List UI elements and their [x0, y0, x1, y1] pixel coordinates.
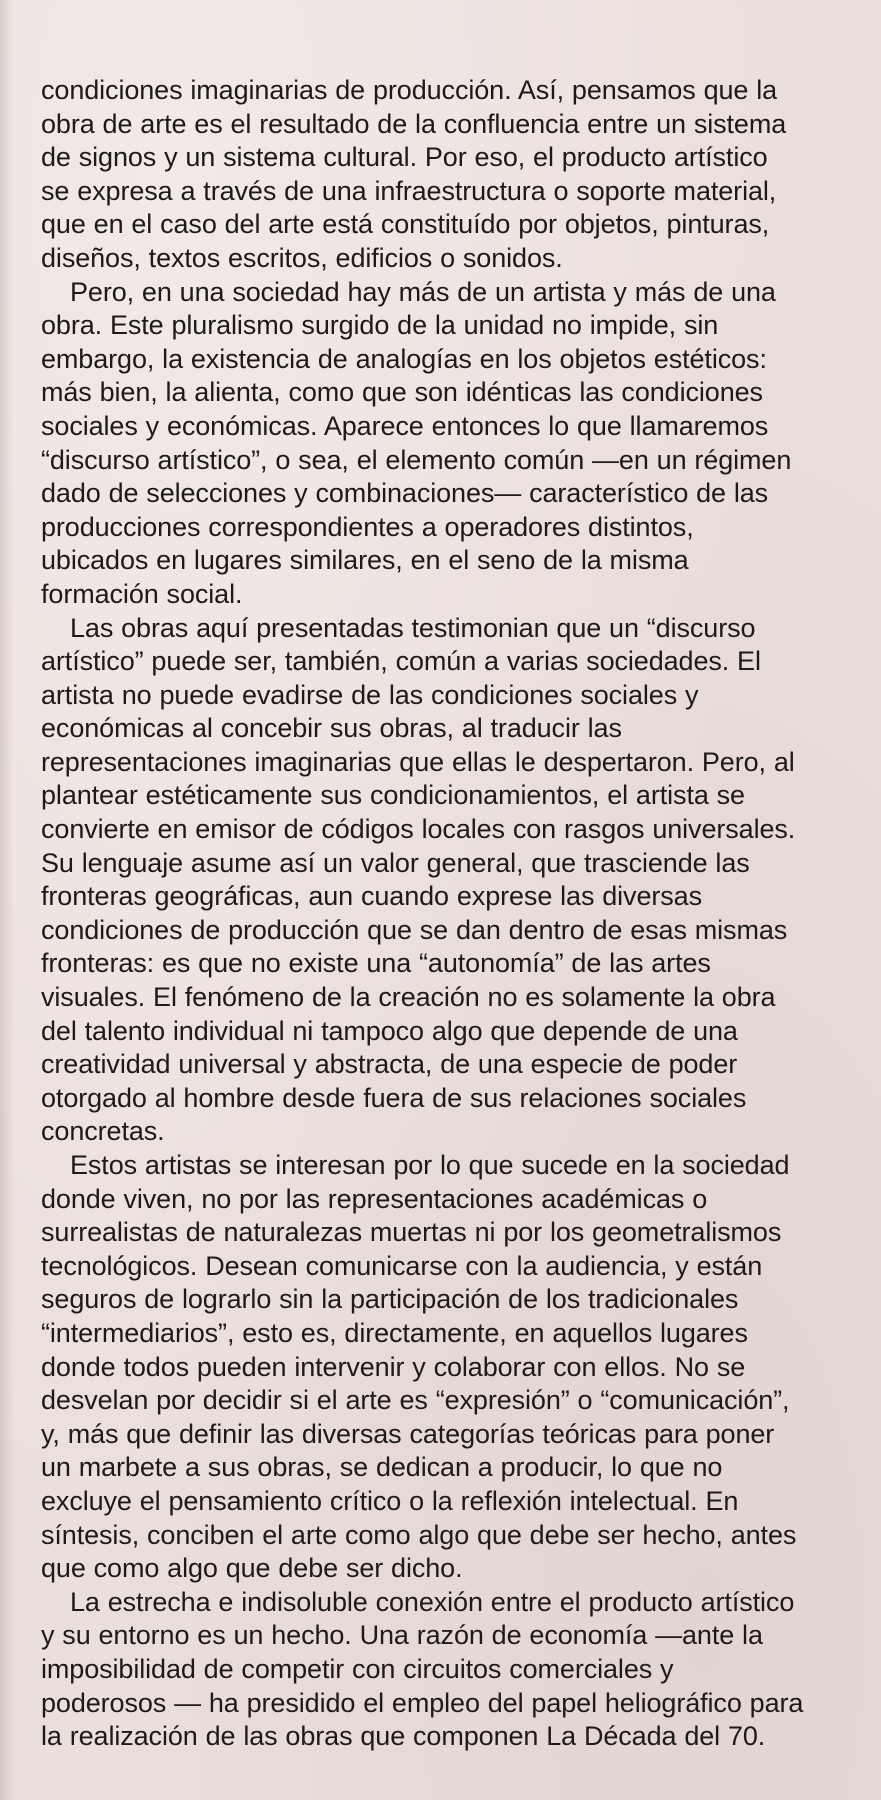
- text-line: producciones correspondientes a operadores distintos,: [41, 511, 694, 542]
- text-line: visuales. El fenómeno de la creación no es solamente la obra: [41, 982, 776, 1013]
- paragraph-1: [41, 74, 843, 276]
- text-line: donde viven, no por las representaciones académicas o: [41, 1183, 708, 1214]
- text-line: La estrecha e indisoluble conexión entre el producto artístico: [70, 1586, 795, 1617]
- text-line: otorgado al hombre desde fuera de sus relaciones sociales: [41, 1082, 747, 1113]
- text-line: tecnológicos. Desean comunicarse con la audiencia, y están: [41, 1250, 763, 1281]
- text-line: se expresa a través de una infraestructura o soporte material,: [41, 175, 777, 206]
- text-line: y, más que definir las diversas categorías teóricas para poner: [41, 1418, 775, 1449]
- text-line: dado de selecciones y combinaciones— característico de las: [41, 478, 769, 509]
- text-line: formación social.: [41, 578, 243, 609]
- text-line: obra de arte es el resultado de la confluencia entre un sistema: [41, 108, 787, 139]
- text-line: y su entorno es un hecho. Una razón de economía —ante la: [41, 1620, 763, 1651]
- text-line: la realización de las obras que componen La Década del 70.: [41, 1721, 766, 1752]
- text-line: síntesis, conciben el arte como algo que debe ser hecho, antes: [41, 1519, 797, 1550]
- text-line: de signos y un sistema cultural. Por eso, el producto artístico: [41, 142, 768, 173]
- text-line: obra. Este pluralismo surgido de la unidad no impide, sin: [41, 310, 719, 341]
- text-line: ubicados en lugares similares, en el seno de la misma: [41, 545, 689, 576]
- text-line: sociales y económicas. Aparece entonces lo que llamaremos: [41, 410, 769, 441]
- page-edge-shadow: [0, 0, 14, 1800]
- text-line: que en el caso del arte está constituído por objetos, pinturas,: [41, 209, 770, 240]
- paragraph-4: [41, 1149, 843, 1586]
- text-line: poderosos — ha presidido el empleo del papel heliográfico para: [41, 1687, 804, 1718]
- body-text: [41, 74, 843, 1754]
- text-line: donde todos pueden intervenir y colaborar con ellos. No se: [41, 1351, 746, 1382]
- text-line: Las obras aquí presentadas testimonian que un “discurso: [70, 612, 756, 643]
- text-line: surrealistas de naturalezas muertas ni por los geometralismos: [41, 1217, 782, 1248]
- text-line: plantear estéticamente sus condicionamientos, el artista se: [41, 780, 745, 811]
- text-line: un marbete a sus obras, se dedican a producir, lo que no: [41, 1452, 723, 1483]
- text-line: artista no puede evadirse de las condiciones sociales y: [41, 679, 699, 710]
- text-line: “intermediarios”, esto es, directamente, en aquellos lugares: [41, 1317, 748, 1348]
- text-line: diseños, textos escritos, edificios o sonidos.: [41, 242, 563, 273]
- text-line: fronteras: es que no existe una “autonomía” de las artes: [41, 948, 711, 979]
- text-line: desvelan por decidir si el arte es “expresión” o “comunicación”,: [41, 1385, 790, 1416]
- text-line: Pero, en una sociedad hay más de un artista y más de una: [70, 276, 776, 307]
- text-line: artístico” puede ser, también, común a varias sociedades. El: [41, 646, 761, 677]
- text-line: concretas.: [41, 1116, 165, 1147]
- paragraph-3: [41, 612, 843, 1150]
- text-line: convierte en emisor de códigos locales con rasgos universales.: [41, 814, 796, 845]
- text-line: representaciones imaginarias que ellas le despertaron. Pero, al: [41, 746, 795, 777]
- text-line: del talento individual ni tampoco algo que depende de una: [41, 1015, 738, 1046]
- text-line: excluye el pensamiento crítico o la reflexión intelectual. En: [41, 1485, 739, 1516]
- paragraph-2: [41, 276, 843, 612]
- text-line: Estos artistas se interesan por lo que sucede en la sociedad: [70, 1150, 790, 1180]
- paragraph-5: [41, 1586, 843, 1754]
- text-line: que como algo que debe ser dicho.: [41, 1553, 463, 1584]
- text-line: condiciones de producción que se dan dentro de esas mismas: [41, 914, 788, 945]
- text-line: condiciones imaginarias de producción. Así, pensamos que la: [41, 75, 778, 105]
- text-line: Su lenguaje asume así un valor general, que trasciende las: [41, 847, 750, 878]
- text-line: creatividad universal y abstracta, de una especie de poder: [41, 1049, 738, 1080]
- text-line: más bien, la alienta, como que son idénticas las condiciones: [41, 377, 763, 408]
- text-line: embargo, la existencia de analogías en los objetos estéticos:: [41, 343, 767, 374]
- text-line: imposibilidad de competir con circuitos comerciales y: [41, 1653, 674, 1684]
- text-line: seguros de lograrlo sin la participación de los tradicionales: [41, 1284, 739, 1315]
- text-line: económicas al concebir sus obras, al traducir las: [41, 713, 622, 744]
- text-line: “discurso artístico”, o sea, el elemento común —en un régimen: [41, 444, 792, 475]
- text-line: fronteras geográficas, aun cuando exprese las diversas: [41, 881, 702, 912]
